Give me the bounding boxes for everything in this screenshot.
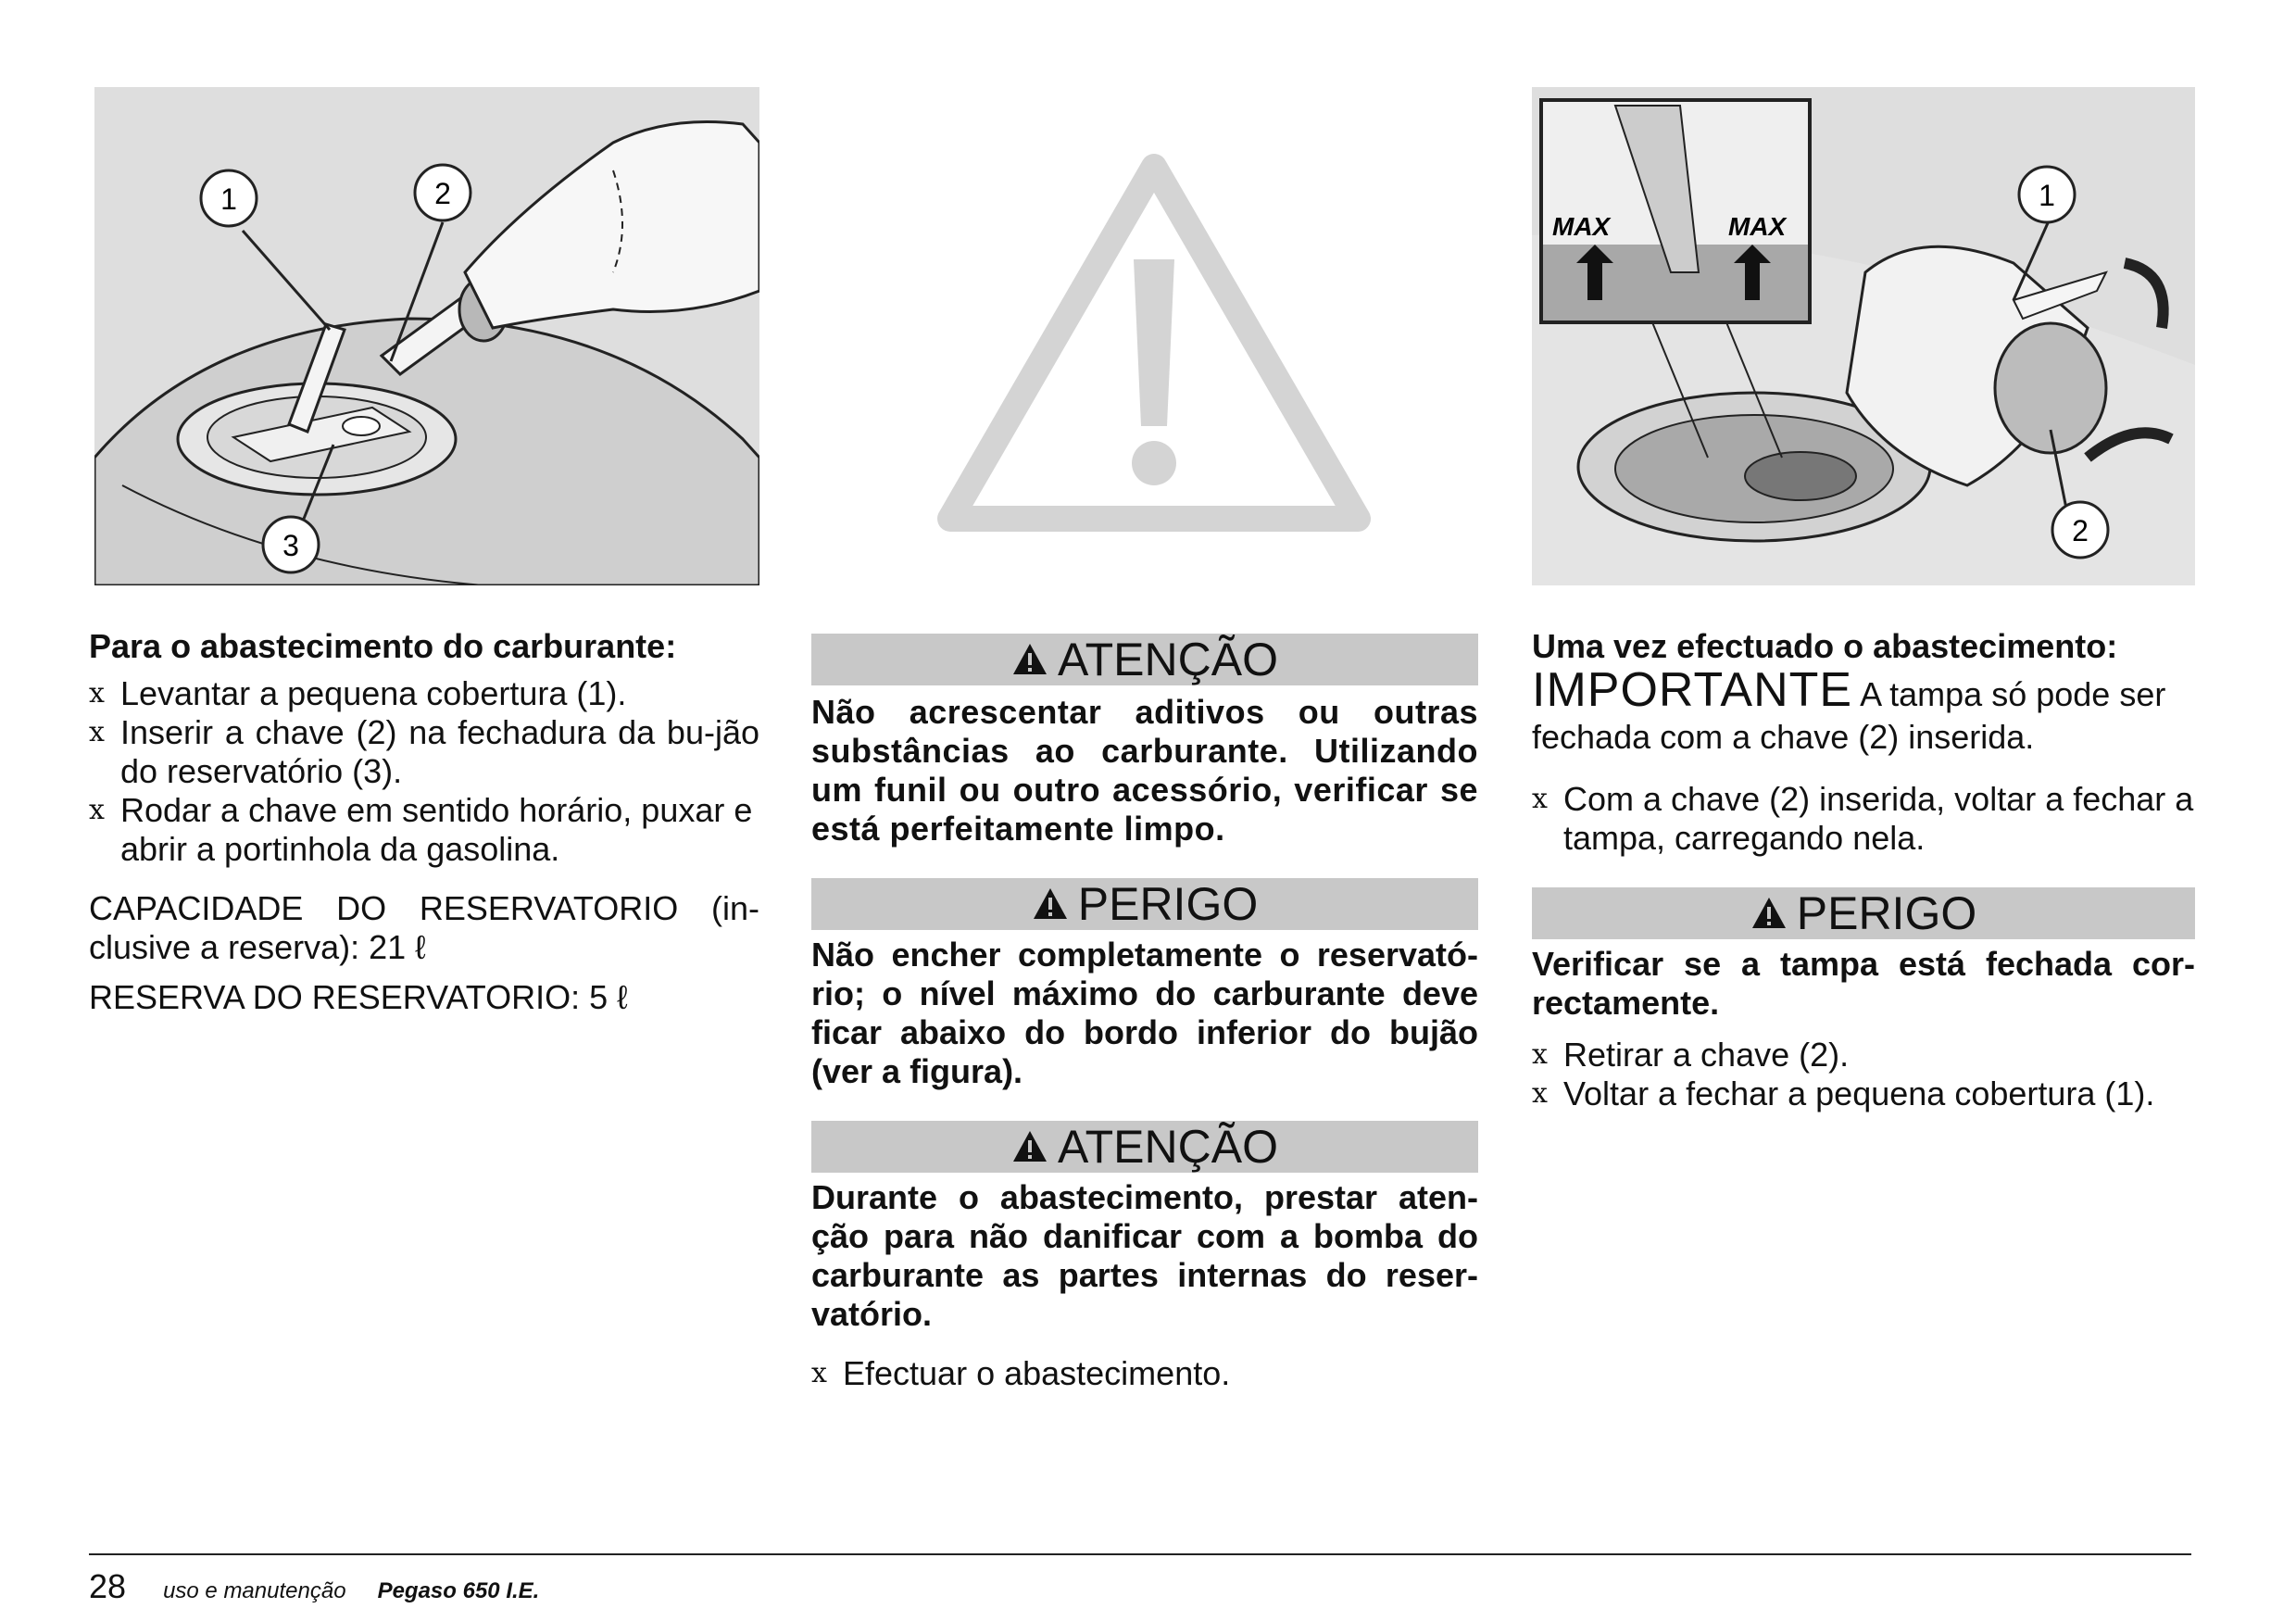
banner-title: PERIGO [1796,887,1977,939]
callout-2 [2052,502,2108,558]
list-item: x Retirar a chave (2). [1532,1036,1850,1074]
model-name: Pegaso 650 I.E. [377,1578,540,1603]
fuel-cap-key-figure [94,87,759,585]
refuel-heading: Para o abastecimento do carburante: [89,627,677,665]
bullet-mark: x [89,677,105,710]
callout-1 [201,170,257,226]
svg-text:3: 3 [282,529,299,562]
list-item: x Levantar a pequena cobertura (1). [89,674,627,712]
list-item: x Voltar a fechar a pequena cobertura (1). [1532,1074,2155,1112]
important-text: A tampa só pode ser fechada com a chave (2) inserida. [1532,675,2166,756]
important-note [1532,663,2195,759]
danger-text-1: Não encher completamente o reservató-rio; o nível máximo do carburante deve ficar abaixo do bordo inferior do bujão (ver a figura). [811,936,1478,1090]
important-label: IMPORTANTE [1532,663,1853,717]
svg-text:1: 1 [2039,179,2055,212]
bullet-mark: x [1532,1077,1548,1110]
banner-title: ATENÇÃO [1058,1121,1278,1173]
warning-icon [1750,895,1788,932]
attention-text-2: Durante o abastecimento, prestar aten-ção para não danificar com a bomba do carburante as partes internas do reser-vatório. [811,1178,1478,1333]
svg-text:1: 1 [220,182,237,216]
callout-1 [2019,167,2075,222]
final-steps [1532,1036,2195,1113]
danger-banner-2 [1532,887,2195,939]
refuel-steps [89,674,759,869]
warning-sign-graphic [932,148,1376,547]
warning-icon [1011,641,1048,678]
callout-3 [263,517,319,572]
list-item: x Com a chave (2) inserida, voltar a fechar a tampa, carregando nela. [1532,780,2194,857]
attention-banner-2 [811,1121,1478,1173]
danger-text-2: Verificar se a tampa está fechada cor-rectamente. [1532,945,2195,1022]
bullet-mark: x [811,1357,827,1389]
callout-2 [415,165,470,220]
page-footer [89,1567,539,1606]
bullet-mark: x [1532,783,1548,815]
after-refuel-heading: Uma vez efectuado o abastecimento: [1532,627,2118,665]
refuel-step-list [811,1354,1478,1393]
list-item: x Rodar a chave em sentido horário, puxar e abrir a portinhola da gasolina. [89,791,753,868]
max-label-left: MAX [1552,212,1611,241]
page-number: 28 [89,1567,127,1605]
bullet-mark: x [1532,1038,1548,1071]
warning-icon [1032,886,1069,923]
svg-text:2: 2 [434,177,451,210]
attention-text-1: Não acrescentar aditivos ou outras substâncias ao carburante. Utilizando um funil ou outro acessório, verificar se está perfeitamente limpo. [811,693,1478,848]
bullet-mark: x [89,716,105,748]
danger-banner-1 [811,878,1478,930]
list-item: x Efectuar o abastecimento. [811,1354,1231,1392]
footer-rule [89,1553,2191,1555]
list-item: x Inserir a chave (2) na fechadura da bu-jão do reservatório (3). [89,713,759,790]
manual-title: uso e manutenção [163,1578,346,1603]
svg-text:2: 2 [2072,514,2089,547]
close-cap-steps [1532,780,2195,858]
max-label-right: MAX [1728,212,1787,241]
bullet-mark: x [89,794,105,826]
fuel-filler-max-level-figure [1532,87,2195,585]
tank-reserve: RESERVA DO RESERVATORIO: 5 ℓ [89,978,628,1016]
attention-banner-1 [811,634,1478,685]
warning-icon [1011,1128,1048,1165]
banner-title: PERIGO [1077,878,1259,930]
tank-capacity: CAPACIDADE DO RESERVATORIO (in-clusive a reserva): 21 ℓ [89,889,759,966]
banner-title: ATENÇÃO [1058,634,1278,685]
